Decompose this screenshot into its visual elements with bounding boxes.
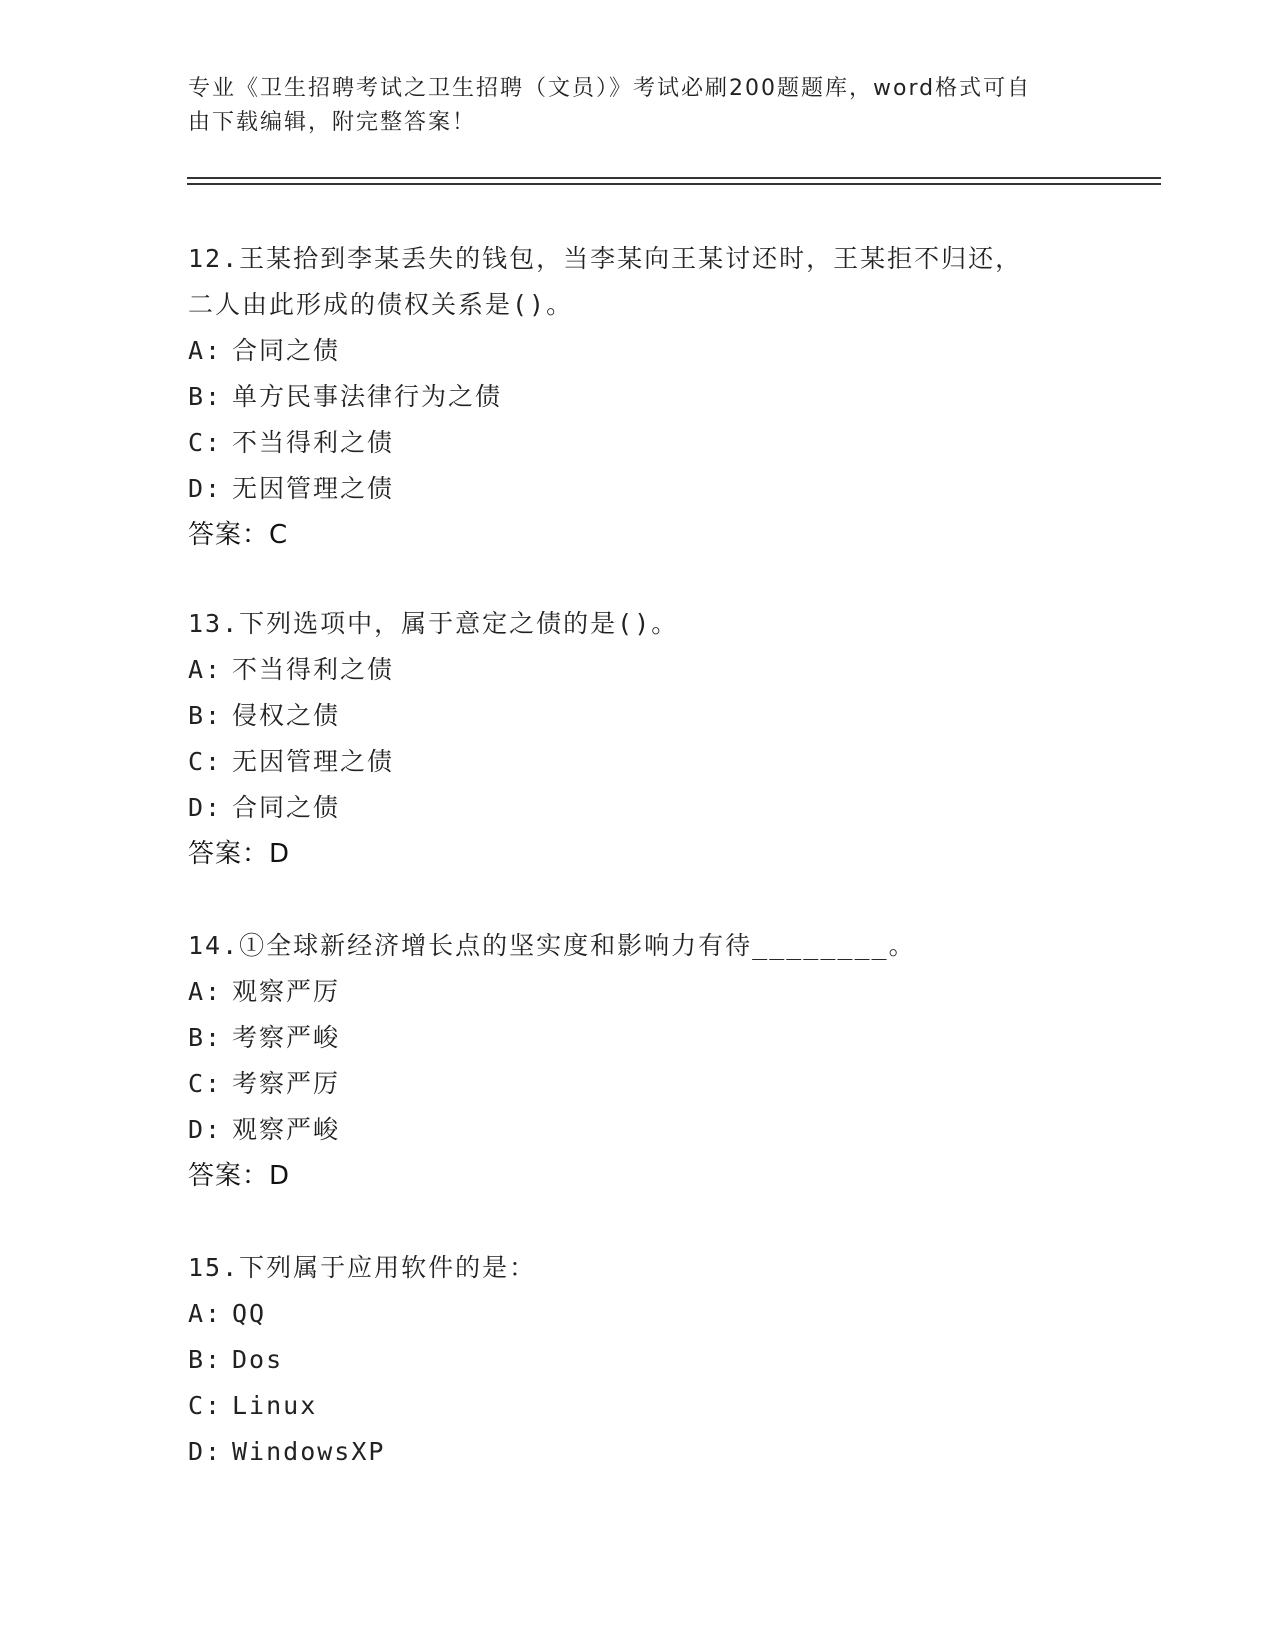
header-divider-top xyxy=(187,177,1161,179)
answer-line: 答案：D xyxy=(188,1161,291,1191)
question-14 xyxy=(188,923,1088,1199)
option-text: Dos xyxy=(232,1345,284,1374)
option-text: 观察严峻 xyxy=(232,1115,341,1144)
option-text: WindowsXP xyxy=(232,1437,386,1466)
question-stem: 15.下列属于应用软件的是： xyxy=(188,1253,537,1282)
option-letter: A: xyxy=(188,1299,223,1328)
option-letter: A: xyxy=(188,336,223,365)
question-stem: 13.下列选项中，属于意定之债的是()。 xyxy=(188,609,679,638)
option-text: 考察严峻 xyxy=(232,1023,341,1052)
option-b xyxy=(188,1015,1088,1061)
option-letter: A: xyxy=(188,655,223,684)
question-stem-continued: 二人由此形成的债权关系是()。 xyxy=(188,290,574,319)
option-letter: C: xyxy=(188,1391,223,1420)
header-line-2: 由下载编辑，附完整答案！ xyxy=(188,110,477,135)
option-letter: D: xyxy=(188,474,223,503)
option-a xyxy=(188,328,1088,374)
option-a xyxy=(188,647,1088,693)
option-d xyxy=(188,466,1088,512)
option-c xyxy=(188,1061,1088,1107)
option-letter: C: xyxy=(188,428,223,457)
question-13 xyxy=(188,601,1088,877)
option-text: QQ xyxy=(232,1299,267,1328)
option-c xyxy=(188,420,1088,466)
option-c xyxy=(188,739,1088,785)
question-stem: 12.王某拾到李某丢失的钱包，当李某向王某讨还时，王某拒不归还， xyxy=(188,244,1023,273)
answer-line: 答案：C xyxy=(188,520,289,550)
option-text: 不当得利之债 xyxy=(232,428,395,457)
option-text: 无因管理之债 xyxy=(232,747,395,776)
answer-line: 答案：D xyxy=(188,839,291,869)
option-letter: C: xyxy=(188,1069,223,1098)
option-a xyxy=(188,969,1088,1015)
option-letter: D: xyxy=(188,793,223,822)
option-letter: D: xyxy=(188,1437,223,1466)
question-stem: 14.①全球新经济增长点的坚实度和影响力有待________。 xyxy=(188,931,916,960)
question-15 xyxy=(188,1245,1088,1475)
option-d xyxy=(188,1429,1088,1475)
option-letter: B: xyxy=(188,382,223,411)
option-letter: B: xyxy=(188,1345,223,1374)
option-letter: B: xyxy=(188,701,223,730)
option-a xyxy=(188,1291,1088,1337)
option-b xyxy=(188,693,1088,739)
option-text: 单方民事法律行为之债 xyxy=(232,382,503,411)
option-text: 观察严厉 xyxy=(232,977,341,1006)
option-text: 无因管理之债 xyxy=(232,474,395,503)
option-text: 合同之债 xyxy=(232,336,341,365)
header-line-1: 专业《卫生招聘考试之卫生招聘（文员）》考试必刷200题题库，word格式可自 xyxy=(188,76,1032,101)
option-text: 考察严厉 xyxy=(232,1069,341,1098)
document-header xyxy=(188,72,1068,140)
option-d xyxy=(188,1107,1088,1153)
option-b xyxy=(188,374,1088,420)
option-letter: D: xyxy=(188,1115,223,1144)
option-b xyxy=(188,1337,1088,1383)
header-divider-bottom xyxy=(187,183,1161,185)
option-c xyxy=(188,1383,1088,1429)
option-letter: C: xyxy=(188,747,223,776)
option-letter: B: xyxy=(188,1023,223,1052)
question-12 xyxy=(188,236,1088,558)
option-text: 合同之债 xyxy=(232,793,341,822)
option-text: 不当得利之债 xyxy=(232,655,395,684)
option-d xyxy=(188,785,1088,831)
option-text: Linux xyxy=(232,1391,318,1420)
option-text: 侵权之债 xyxy=(232,701,341,730)
option-letter: A: xyxy=(188,977,223,1006)
